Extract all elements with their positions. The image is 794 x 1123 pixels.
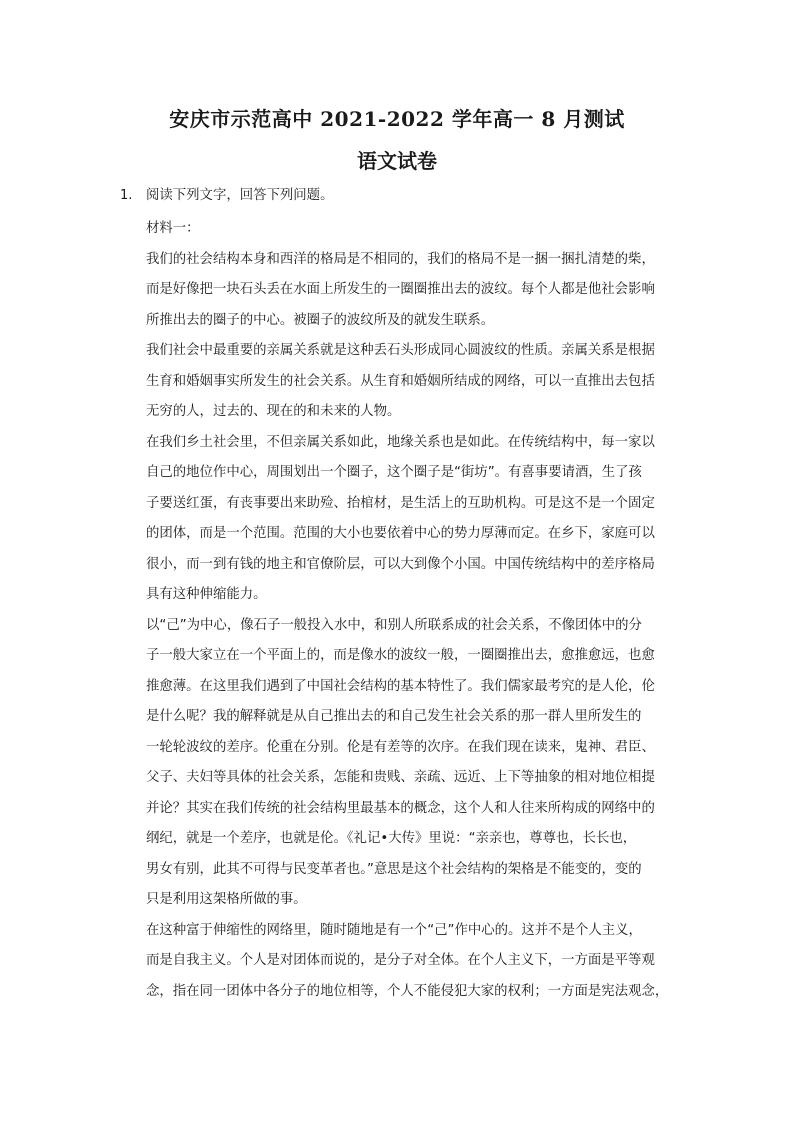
question-body	[146, 184, 678, 1007]
text-line: 父子、夫妇等具体的社会关系，怎能和贵贱、亲疏、远近、上下等抽象的相对地位相提	[146, 770, 655, 785]
text-line: 具有这种伸缩能力。	[146, 587, 267, 602]
text-line: 男女有别，此其不可得与民变革者也。”意思是这个社会结构的架格是不能变的，变的	[146, 861, 642, 877]
text-line: 念，指在同一团体中各分子的地位相等，个人不能侵犯大家的权利；一方面是宪法观念，	[146, 983, 669, 999]
text-line: 而是自我主义。个人是对团体而说的，是分子对全体。在个人主义下，一方面是平等观	[146, 953, 655, 968]
text-line: 是什么呢？我的解释就是从自己推出去的和自己发生社会关系的那一群人里所发生的	[146, 709, 642, 724]
text-line: 我们社会中最重要的亲属关系就是这种丢石头形成同心圆波纹的性质。亲属关系是根据	[146, 343, 655, 358]
question-number: 1.	[120, 188, 133, 203]
text-line: 推愈薄。在这里我们遇到了中国社会结构的基本特性了。我们儒家最考究的是人伦，伦	[146, 678, 655, 694]
text-line: 以“己”为中心，像石子一般投入水中，和别人所联系成的社会关系，不像团体中的分	[146, 617, 642, 633]
text-line: 只是利用这架格所做的事。	[146, 892, 307, 907]
text-line: 的团体，而是一个范围。范围的大小也要依着中心的势力厚薄而定。在乡下，家庭可以	[146, 526, 655, 541]
text-line: 纲纪，就是一个差序，也就是伦。《礼记•大传》里说：“亲亲也，尊尊也，长长也，	[146, 831, 637, 846]
material-label: 材料一：	[146, 221, 200, 236]
text-line: 无穷的人，过去的、现在的和未来的人物。	[146, 404, 401, 419]
text-line: 子一般大家立在一个平面上的，而是像水的波纹一般，一圈圈推出去，愈推愈远，也愈	[146, 648, 655, 663]
text-line: 生育和婚姻事实所发生的社会关系。从生育和婚姻所结成的网络，可以一直推出去包括	[146, 373, 655, 389]
text-line: 一轮轮波纹的差序。伦重在分别。伦是有差等的次序。在我们现在读来，鬼神、君臣、	[146, 739, 655, 755]
page-subtitle: 语文试卷	[357, 149, 437, 173]
text-line: 我们的社会结构本身和西洋的格局是不相同的，我们的格局不是一捆一捆扎清楚的柴，	[146, 251, 655, 267]
text-line: 很小，而一到有钱的地主和官僚阶层，可以大到像个小国。中国传统结构中的差序格局	[146, 556, 655, 572]
page-title: 安庆市示范高中 2021-2022 学年高一 8 月测试	[169, 107, 625, 131]
text-line: 在我们乡土社会里，不但亲属关系如此，地缘关系也是如此。在传统结构中，每一家以	[146, 434, 655, 450]
text-line: 而是好像把一块石头丢在水面上所发生的一圈圈推出去的波纹。每个人都是他社会影响	[146, 282, 655, 297]
text-line: 所推出去的圈子的中心。被圈子的波纹所及的就发生联系。	[146, 312, 495, 328]
text-line: 自己的地位作中心，周围划出一个圈子，这个圈子是“街坊”。有喜事要请酒，生了孩	[146, 465, 642, 480]
text-line: 并论？其实在我们传统的社会结构里最基本的概念，这个人和人往来所构成的网络中的	[146, 800, 655, 816]
text-line: 在这种富于伸缩性的网络里，随时随地是有一个“己”作中心的。这并不是个人主义，	[146, 922, 642, 938]
question-prompt: 阅读下列文字，回答下列问题。	[146, 188, 334, 203]
text-line: 子要送红蛋，有丧事要出来助殓、抬棺材，是生活上的互助机构。可是这不是一个固定	[146, 495, 655, 511]
